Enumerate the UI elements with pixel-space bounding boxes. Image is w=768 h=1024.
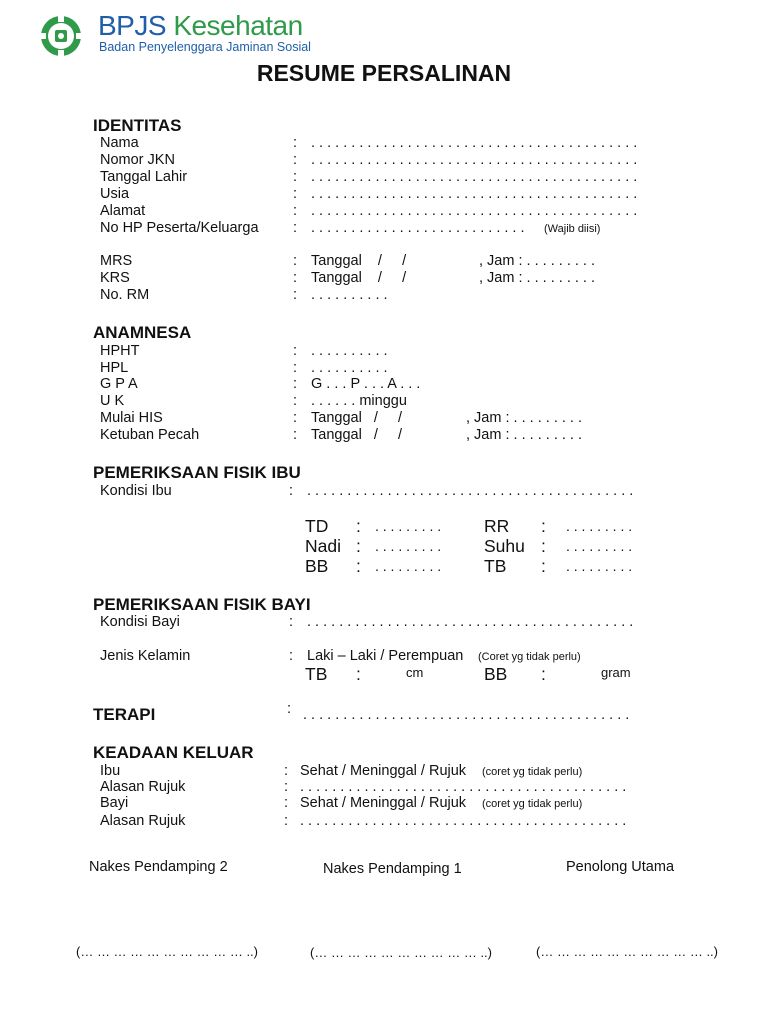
- colon: :: [356, 664, 361, 684]
- field-kondisi-bayi[interactable]: . . . . . . . . . . . . . . . . . . . . . . . . . . . . . . . . . . . . . . . . .: [307, 614, 634, 630]
- colon: :: [293, 220, 298, 236]
- label-ibu: Ibu: [100, 763, 121, 779]
- field-gpa[interactable]: G . . . P . . . A . . .: [311, 376, 421, 392]
- label-suhu: Suhu: [484, 536, 525, 556]
- label-nomor-jkn: Nomor JKN: [100, 152, 175, 168]
- note-coret: (Coret yg tidak perlu): [478, 651, 581, 663]
- colon: :: [287, 701, 292, 717]
- label-nama: Nama: [100, 135, 139, 151]
- sig-line-pendamping-2[interactable]: (… … … … … … … … … … ..): [76, 944, 258, 959]
- field-kondisi-ibu[interactable]: . . . . . . . . . . . . . . . . . . . . . . . . . . . . . . . . . . . . . . . . .: [307, 483, 634, 499]
- label-alamat: Alamat: [100, 203, 146, 219]
- field-bayi-status[interactable]: Sehat / Meninggal / Rujuk: [300, 795, 467, 811]
- label-nadi: Nadi: [305, 536, 341, 556]
- field-krs-jam[interactable]: , Jam : . . . . . . . . .: [479, 270, 596, 286]
- colon: :: [289, 483, 294, 499]
- page-title: RESUME PERSALINAN: [256, 60, 512, 86]
- colon: :: [293, 253, 298, 269]
- field-his-tanggal[interactable]: Tanggal / /: [311, 410, 403, 426]
- label-bayi-tb: TB: [305, 664, 328, 684]
- label-rr: RR: [484, 516, 510, 536]
- field-nadi[interactable]: . . . . . . . . .: [375, 538, 442, 554]
- bpjs-logo-icon: [38, 14, 84, 58]
- colon: :: [293, 360, 298, 376]
- note-coret-ibu: (coret yg tidak perlu): [482, 766, 583, 778]
- label-alasan-rujuk-bayi: Alasan Rujuk: [100, 813, 186, 829]
- section-anamnesa: ANAMNESA: [93, 323, 192, 342]
- label-usia: Usia: [100, 186, 130, 202]
- field-mrs-jam[interactable]: , Jam : . . . . . . . . .: [479, 253, 596, 269]
- colon: :: [284, 763, 289, 779]
- colon: :: [293, 186, 298, 202]
- colon: :: [293, 343, 298, 359]
- field-ketuban-jam[interactable]: , Jam : . . . . . . . . .: [466, 427, 583, 443]
- brand-name: BPJS Kesehatan: [98, 10, 303, 41]
- field-alasan-rujuk-bayi[interactable]: . . . . . . . . . . . . . . . . . . . . . . . . . . . . . . . . . . . . . . . . .: [300, 813, 627, 829]
- label-kondisi-bayi: Kondisi Bayi: [100, 614, 180, 630]
- brand-subtitle: Badan Penyelenggara Jaminan Sosial: [99, 40, 311, 54]
- colon: :: [284, 795, 289, 811]
- colon: :: [293, 270, 298, 286]
- sig-pendamping-2: Nakes Pendamping 2: [89, 859, 228, 875]
- colon: :: [293, 287, 298, 303]
- label-tb: TB: [484, 556, 507, 576]
- section-fisik-ibu: PEMERIKSAAN FISIK IBU: [93, 463, 301, 482]
- field-suhu[interactable]: . . . . . . . . .: [566, 538, 633, 554]
- colon: :: [293, 376, 298, 392]
- unit-gram: gram: [601, 665, 631, 680]
- label-bayi: Bayi: [100, 795, 129, 811]
- field-jenis-kelamin[interactable]: Laki – Laki / Perempuan: [307, 648, 464, 664]
- colon: :: [293, 152, 298, 168]
- label-mrs: MRS: [100, 253, 133, 269]
- colon: :: [284, 813, 289, 829]
- label-tanggal-lahir: Tanggal Lahir: [100, 169, 188, 185]
- colon: :: [293, 169, 298, 185]
- label-krs: KRS: [100, 270, 130, 286]
- section-identitas: IDENTITAS: [93, 116, 182, 135]
- section-fisik-bayi: PEMERIKSAAN FISIK BAYI: [93, 595, 311, 614]
- field-no-hp[interactable]: . . . . . . . . . . . . . . . . . . . . . . . . . . .: [311, 220, 525, 236]
- sig-line-pendamping-1[interactable]: (… … … … … … … … … … ..): [310, 945, 492, 960]
- label-no-hp: No HP Peserta/Keluarga: [100, 220, 259, 236]
- label-td: TD: [305, 516, 329, 536]
- field-usia[interactable]: . . . . . . . . . . . . . . . . . . . . . . . . . . . . . . . . . . . . . . . . .: [311, 186, 638, 202]
- label-bb: BB: [305, 556, 329, 576]
- label-ketuban: Ketuban Pecah: [100, 427, 200, 443]
- label-alasan-rujuk-ibu: Alasan Rujuk: [100, 779, 186, 795]
- colon: :: [293, 427, 298, 443]
- sig-penolong-utama: Penolong Utama: [566, 859, 675, 875]
- field-no-rm[interactable]: . . . . . . . . . .: [311, 287, 388, 303]
- colon: :: [289, 648, 294, 664]
- field-terapi[interactable]: . . . . . . . . . . . . . . . . . . . . . . . . . . . . . . . . . . . . . . . . .: [303, 707, 630, 723]
- label-no-rm: No. RM: [100, 287, 150, 303]
- colon: :: [293, 410, 298, 426]
- field-tanggal-lahir[interactable]: . . . . . . . . . . . . . . . . . . . . . . . . . . . . . . . . . . . . . . . . .: [311, 169, 638, 185]
- field-tb[interactable]: . . . . . . . . .: [566, 558, 633, 574]
- field-nomor-jkn[interactable]: . . . . . . . . . . . . . . . . . . . . . . . . . . . . . . . . . . . . . . . . .: [311, 152, 638, 168]
- field-alamat[interactable]: . . . . . . . . . . . . . . . . . . . . . . . . . . . . . . . . . . . . . . . . .: [311, 203, 638, 219]
- field-hpl[interactable]: . . . . . . . . . .: [311, 360, 388, 376]
- colon: :: [284, 779, 289, 795]
- colon: :: [293, 393, 298, 409]
- label-uk: U K: [100, 393, 125, 409]
- field-rr[interactable]: . . . . . . . . .: [566, 518, 633, 534]
- field-nama[interactable]: . . . . . . . . . . . . . . . . . . . . . . . . . . . . . . . . . . . . . . . . .: [311, 135, 638, 151]
- label-gpa: G P A: [100, 376, 138, 392]
- colon: :: [541, 536, 546, 556]
- field-uk[interactable]: . . . . . . minggu: [311, 393, 407, 409]
- section-keadaan-keluar: KEADAAN KELUAR: [93, 743, 254, 762]
- field-his-jam[interactable]: , Jam : . . . . . . . . .: [466, 410, 583, 426]
- field-td[interactable]: . . . . . . . . .: [375, 518, 442, 534]
- colon: :: [356, 516, 361, 536]
- colon: :: [541, 556, 546, 576]
- field-alasan-rujuk-ibu[interactable]: . . . . . . . . . . . . . . . . . . . . . . . . . . . . . . . . . . . . . . . . .: [300, 779, 627, 795]
- label-hpl: HPL: [100, 360, 129, 376]
- colon: :: [541, 664, 546, 684]
- colon: :: [289, 614, 294, 630]
- field-hpht[interactable]: . . . . . . . . . .: [311, 343, 388, 359]
- field-ibu-status[interactable]: Sehat / Meninggal / Rujuk: [300, 763, 467, 779]
- sig-line-penolong-utama[interactable]: (… … … … … … … … … … ..): [536, 944, 718, 959]
- field-ketuban-tanggal[interactable]: Tanggal / /: [311, 427, 403, 443]
- field-krs-tanggal[interactable]: Tanggal / /: [311, 270, 407, 286]
- section-terapi: TERAPI: [93, 705, 156, 724]
- field-mrs-tanggal[interactable]: Tanggal / /: [311, 253, 407, 269]
- colon: :: [541, 516, 546, 536]
- label-jenis-kelamin: Jenis Kelamin: [100, 648, 191, 664]
- colon: :: [293, 203, 298, 219]
- label-mulai-his: Mulai HIS: [100, 410, 163, 426]
- sig-pendamping-1: Nakes Pendamping 1: [323, 861, 462, 877]
- colon: :: [356, 536, 361, 556]
- colon: :: [293, 135, 298, 151]
- colon: :: [356, 556, 361, 576]
- unit-cm: cm: [406, 665, 424, 680]
- label-kondisi-ibu: Kondisi Ibu: [100, 483, 172, 499]
- field-bb[interactable]: . . . . . . . . .: [375, 558, 442, 574]
- note-coret-bayi: (coret yg tidak perlu): [482, 798, 583, 810]
- label-hpht: HPHT: [100, 343, 140, 359]
- note-wajib: (Wajib diisi): [544, 223, 601, 235]
- label-bayi-bb: BB: [484, 664, 508, 684]
